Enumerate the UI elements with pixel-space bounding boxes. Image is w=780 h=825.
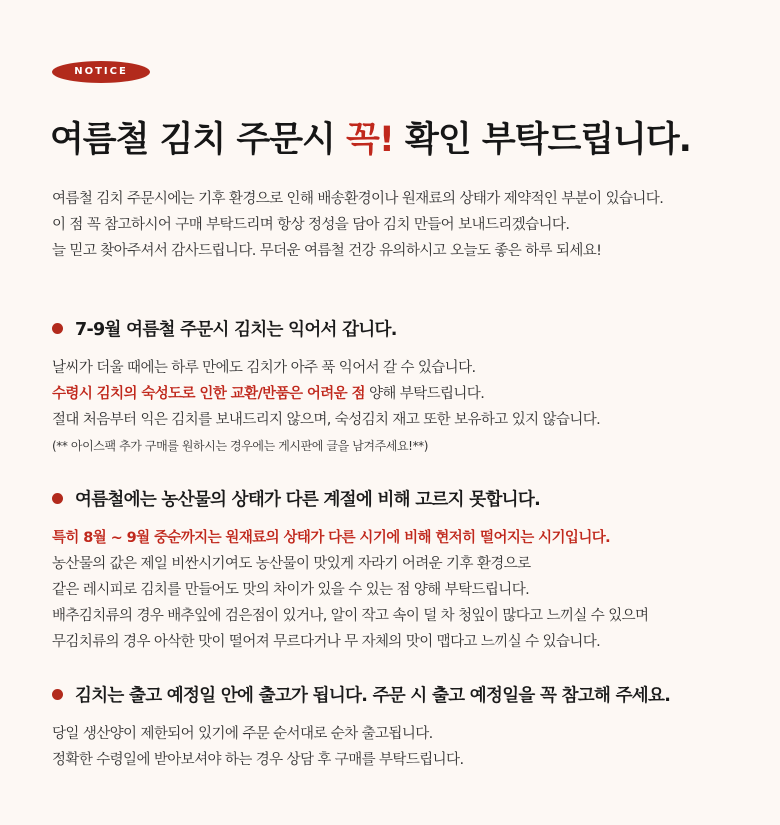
body-line: 정확한 수령일에 받아보셔야 하는 경우 상담 후 구매를 부탁드립니다. [52, 752, 464, 768]
section-heading-text: 여름철에는 농산물의 상태가 다른 계절에 비해 고르지 못합니다. [75, 490, 541, 510]
section-heading [52, 682, 752, 707]
title-text-after: 확인 부탁드립니다. [393, 120, 691, 160]
section-body [52, 721, 752, 773]
body-line: 절대 처음부터 익은 김치를 보내드리지 않으며, 숙성김치 재고 또한 보유하고 있지 않습니다. [52, 412, 601, 428]
bullet-dot-icon [52, 323, 63, 334]
body-line: 농산물의 값은 제일 비싼시기여도 농산물이 맛있게 자라기 어려운 기후 환경으로 [52, 556, 531, 572]
title-accent: 꼭! [346, 120, 394, 160]
ice-pack-note: (** 아이스팩 추가 구매를 원하시는 경우에는 게시판에 글을 남겨주세요!**) [52, 439, 429, 453]
bullet-dot-icon [52, 689, 63, 700]
highlight-text: 수령시 김치의 숙성도로 인한 교환/반품은 어려운 점 [52, 386, 365, 402]
section-body [52, 525, 752, 655]
section-shipping [52, 682, 752, 773]
body-line: 당일 생산양이 제한되어 있기에 주문 순서대로 순차 출고됩니다. [52, 726, 433, 742]
section-heading-text: 7-9월 여름철 주문시 김치는 익어서 갑니다. [75, 320, 397, 340]
section-ripening [52, 316, 752, 459]
notice-badge: NOTICE [52, 61, 150, 83]
highlight-line: 특히 8월 ~ 9월 중순까지는 원재료의 상태가 다른 시기에 비해 현저히 떨어지는 시기입니다. [52, 530, 611, 546]
intro-line: 여름철 김치 주문시에는 기후 환경으로 인해 배송환경이나 원재료의 상태가 제약적인 부분이 있습니다. [52, 191, 664, 207]
title-text-before: 여름철 김치 주문시 [50, 120, 347, 160]
body-line [52, 381, 752, 407]
body-text: 양해 부탁드립니다. [364, 386, 485, 402]
body-line: 배추김치류의 경우 배추잎에 검은점이 있거나, 알이 작고 속이 덜 차 청잎이 많다고 느끼실 수 있으며 [52, 608, 649, 624]
page-title [50, 112, 691, 162]
section-produce-quality [52, 486, 752, 655]
bullet-dot-icon [52, 493, 63, 504]
body-line: 날씨가 더울 때에는 하루 만에도 김치가 아주 푹 익어서 갈 수 있습니다. [52, 360, 476, 376]
section-heading-text: 김치는 출고 예정일 안에 출고가 됩니다. 주문 시 출고 예정일을 꼭 참고해 주세요. [75, 686, 671, 706]
body-line: 무김치류의 경우 아삭한 맛이 떨어져 무르다거나 무 자체의 맛이 맵다고 느끼실 수 있습니다. [52, 634, 601, 650]
section-heading [52, 486, 752, 511]
intro-paragraph [52, 186, 742, 264]
intro-line: 늘 믿고 찾아주셔서 감사드립니다. 무더운 여름철 건강 유의하시고 오늘도 좋은 하루 되세요! [52, 243, 602, 259]
intro-line: 이 점 꼭 참고하시어 구매 부탁드리며 항상 정성을 담아 김치 만들어 보내드리겠습니다. [52, 217, 570, 233]
section-body [52, 355, 752, 459]
body-line: 같은 레시피로 김치를 만들어도 맛의 차이가 있을 수 있는 점 양해 부탁드립니다. [52, 582, 530, 598]
section-heading [52, 316, 752, 341]
